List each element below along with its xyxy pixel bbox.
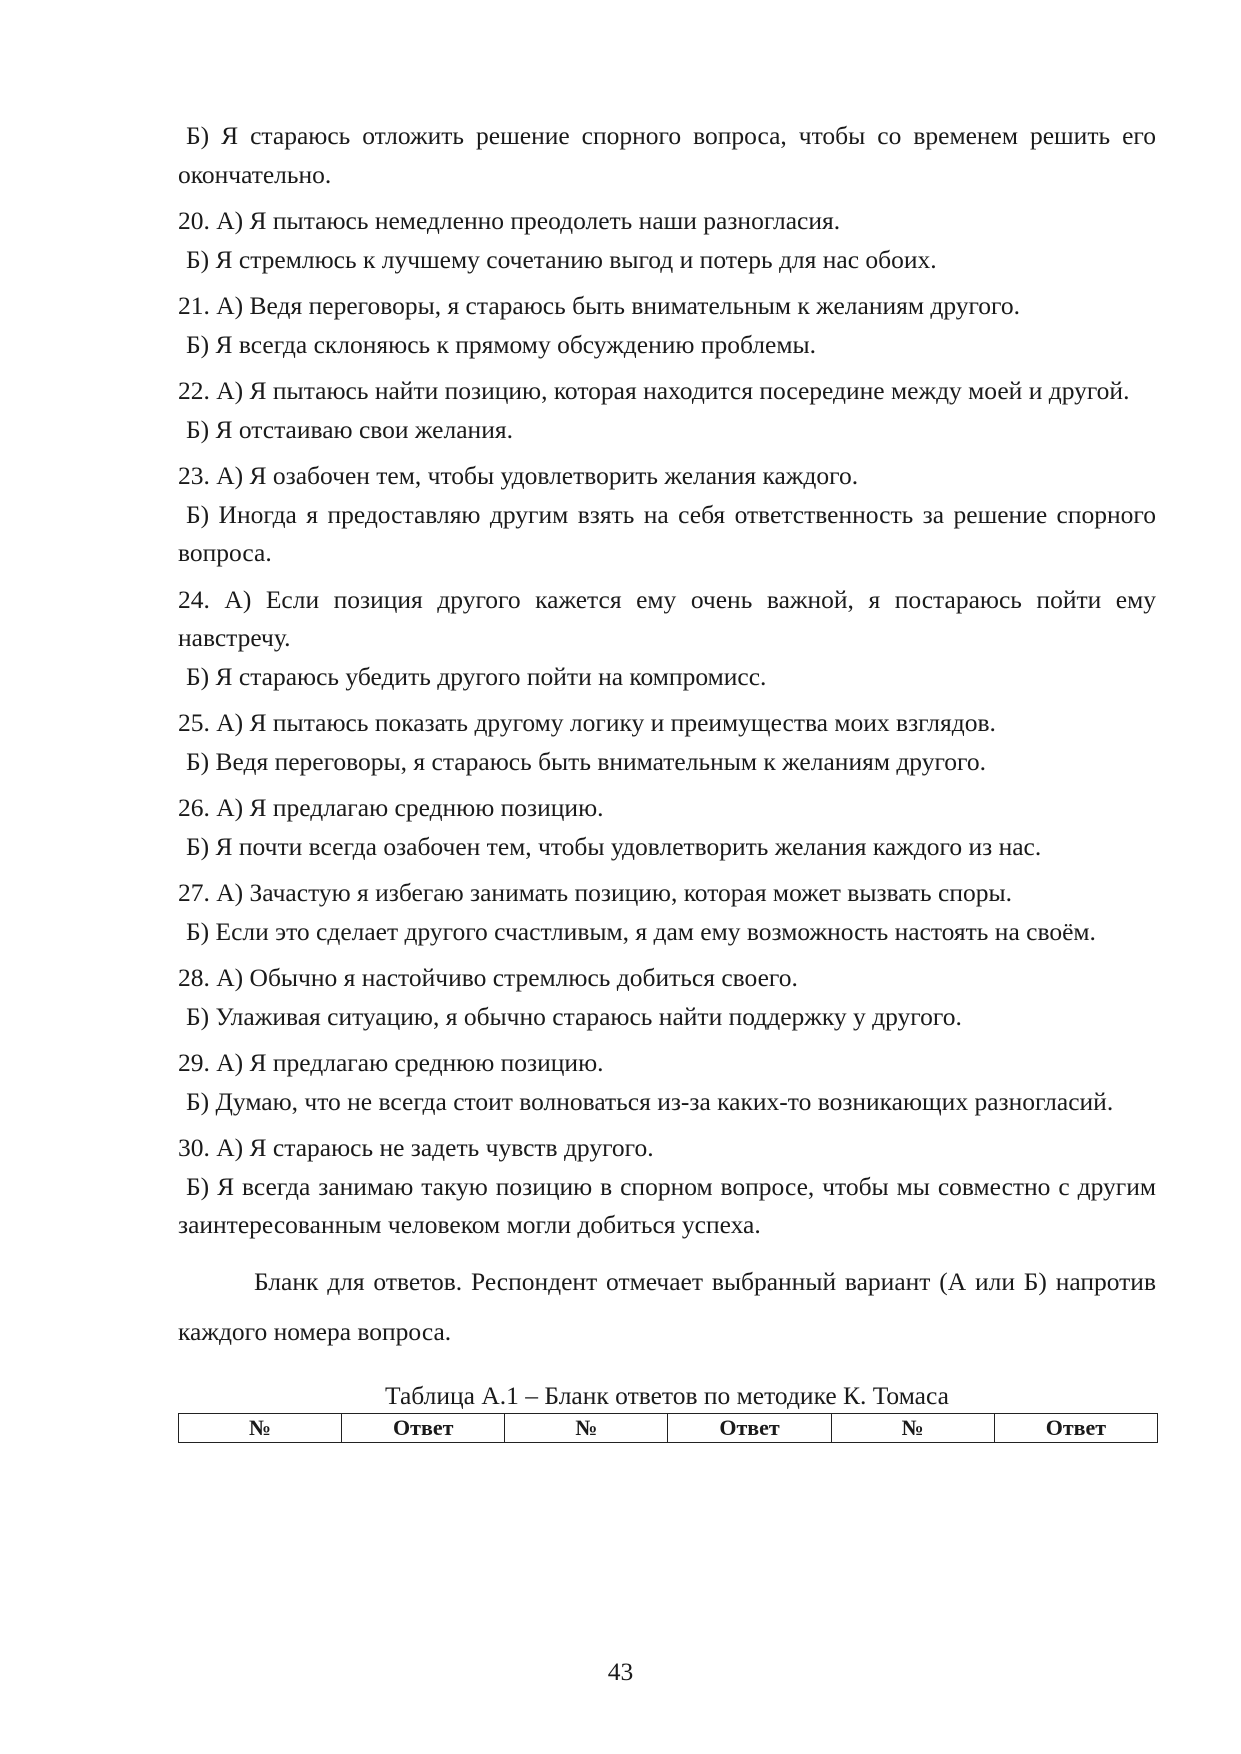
question-21-answer-b: Б) Я всегда склоняюсь к прямому обсуждению проблемы.	[186, 329, 816, 359]
question-27	[178, 874, 1156, 951]
answer-table	[178, 1413, 1158, 1443]
question-20-answer-a: 20. А) Я пытаюсь немедленно преодолеть наши разногласия.	[178, 206, 841, 235]
question-23	[178, 457, 1156, 573]
question-26	[178, 789, 1156, 866]
question-26-answer-b: Б) Я почти всегда озабочен тем, чтобы удовлетворить желания каждого из нас.	[186, 831, 1042, 861]
table-caption: Таблица А.1 – Бланк ответов по методике К. Томаса	[385, 1380, 949, 1410]
question-23-answer-a: 23. А) Я озабочен тем, чтобы удовлетворить желания каждого.	[178, 461, 859, 490]
table-header-number: №	[505, 1413, 668, 1442]
question-30-answer-a: 30. А) Я стараюсь не задеть чувств другого.	[178, 1133, 654, 1162]
question-25	[178, 704, 1156, 781]
question-21-answer-a: 21. А) Ведя переговоры, я стараюсь быть внимательным к желаниям другого.	[178, 291, 1021, 320]
page-number: 43	[607, 1657, 634, 1686]
question-20	[178, 202, 1156, 279]
question-29-answer-b: Б) Думаю, что не всегда стоит волноваться из-за каких-то возникающих разногласий.	[186, 1086, 1114, 1116]
question-25-answer-a: 25. А) Я пытаюсь показать другому логику и преимущества моих взглядов.	[178, 708, 996, 737]
question-27-answer-b: Б) Если это сделает другого счастливым, я дам ему возможность настоять на своём.	[186, 916, 1096, 946]
question-27-answer-a: 27. А) Зачастую я избегаю занимать позицию, которая может вызвать споры.	[178, 878, 1013, 907]
question-23-answer-b: Б) Иногда я предоставляю другим взять на себя ответственность за решение спорного вопроса.	[178, 499, 1156, 567]
table-header-answer: Ответ	[668, 1413, 831, 1442]
question-29-answer-a: 29. А) Я предлагаю среднюю позицию.	[178, 1048, 604, 1077]
question-29	[178, 1044, 1156, 1121]
question-28	[178, 959, 1156, 1036]
answer-form-intro: Бланк для ответов. Респондент отмечает выбранный вариант (А или Б) напротив каждого номера вопроса.	[178, 1266, 1156, 1346]
question-28-answer-b: Б) Улаживая ситуацию, я обычно стараюсь найти поддержку у другого.	[186, 1001, 962, 1031]
table-header-answer: Ответ	[994, 1413, 1157, 1442]
table-header-answer: Ответ	[342, 1413, 505, 1442]
question-22	[178, 372, 1156, 449]
question-21	[178, 287, 1156, 364]
question-24-answer-a: 24. А) Если позиция другого кажется ему очень важной, я постараюсь пойти ему навстречу.	[178, 584, 1156, 652]
question-30	[178, 1129, 1156, 1245]
question-24	[178, 581, 1156, 697]
question-20-answer-b: Б) Я стремлюсь к лучшему сочетанию выгод и потерь для нас обоих.	[186, 244, 937, 274]
page-content	[178, 117, 1156, 1443]
question-25-answer-b: Б) Ведя переговоры, я стараюсь быть внимательным к желаниям другого.	[186, 746, 986, 776]
question-26-answer-a: 26. А) Я предлагаю среднюю позицию.	[178, 793, 604, 822]
question-22-answer-b: Б) Я отстаиваю свои желания.	[186, 414, 513, 444]
question-19-answer-b: Б) Я стараюсь отложить решение спорного вопроса, чтобы со временем решить его окончательно.	[178, 121, 1156, 189]
question-28-answer-a: 28. А) Обычно я настойчиво стремлюсь добиться своего.	[178, 963, 798, 992]
question-24-answer-b: Б) Я стараюсь убедить другого пойти на компромисс.	[186, 661, 767, 691]
answer-table-header-row	[179, 1413, 1158, 1442]
question-30-answer-b: Б) Я всегда занимаю такую позицию в спорном вопросе, чтобы мы совместно с другим заинтересованным человеком могли добиться успеха.	[178, 1171, 1156, 1239]
question-22-answer-a: 22. А) Я пытаюсь найти позицию, которая находится посередине между моей и другой.	[178, 376, 1130, 405]
table-header-number: №	[831, 1413, 994, 1442]
table-header-number: №	[179, 1413, 342, 1442]
